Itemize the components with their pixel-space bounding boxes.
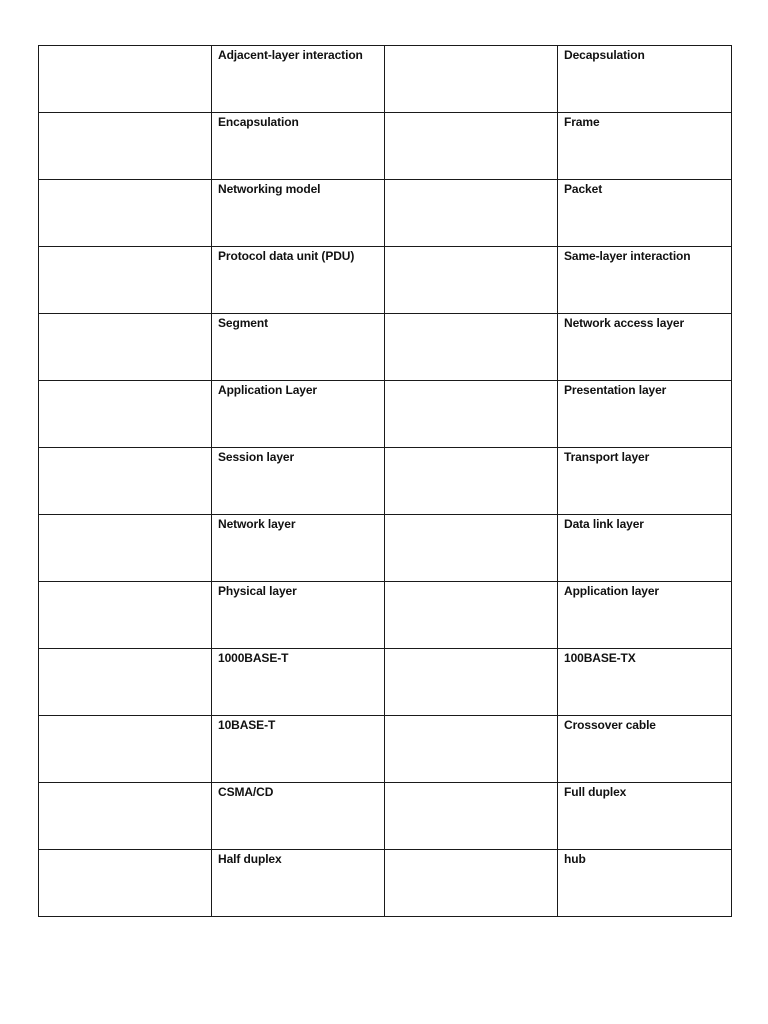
table-row <box>39 582 732 649</box>
term-cell: hub <box>558 850 732 917</box>
term-cell: Segment <box>212 314 385 381</box>
term-cell: Presentation layer <box>558 381 732 448</box>
blank-cell-left <box>39 783 212 850</box>
term-cell: CSMA/CD <box>212 783 385 850</box>
blank-cell-middle <box>385 783 558 850</box>
blank-cell-middle <box>385 180 558 247</box>
blank-cell-left <box>39 113 212 180</box>
terms-table <box>38 45 732 917</box>
term-cell: Half duplex <box>212 850 385 917</box>
blank-cell-middle <box>385 381 558 448</box>
table-row <box>39 783 732 850</box>
blank-cell-middle <box>385 582 558 649</box>
table-row <box>39 649 732 716</box>
blank-cell-left <box>39 850 212 917</box>
term-cell: Decapsulation <box>558 46 732 113</box>
blank-cell-middle <box>385 649 558 716</box>
table-row <box>39 180 732 247</box>
term-cell: Transport layer <box>558 448 732 515</box>
term-cell: Frame <box>558 113 732 180</box>
table-row <box>39 46 732 113</box>
term-cell: Application layer <box>558 582 732 649</box>
blank-cell-middle <box>385 448 558 515</box>
table-row <box>39 113 732 180</box>
term-cell: Protocol data unit (PDU) <box>212 247 385 314</box>
blank-cell-left <box>39 46 212 113</box>
term-cell: 10BASE-T <box>212 716 385 783</box>
term-cell: Networking model <box>212 180 385 247</box>
blank-cell-left <box>39 314 212 381</box>
table-row <box>39 247 732 314</box>
blank-cell-left <box>39 582 212 649</box>
blank-cell-middle <box>385 850 558 917</box>
blank-cell-left <box>39 180 212 247</box>
term-cell: Physical layer <box>212 582 385 649</box>
blank-cell-middle <box>385 46 558 113</box>
term-cell: Session layer <box>212 448 385 515</box>
blank-cell-left <box>39 515 212 582</box>
blank-cell-middle <box>385 314 558 381</box>
blank-cell-middle <box>385 247 558 314</box>
table-row <box>39 716 732 783</box>
table-row <box>39 314 732 381</box>
term-cell: Adjacent-layer interaction <box>212 46 385 113</box>
table-row <box>39 381 732 448</box>
term-cell: Packet <box>558 180 732 247</box>
blank-cell-middle <box>385 515 558 582</box>
table-row <box>39 515 732 582</box>
term-cell: Same-layer interaction <box>558 247 732 314</box>
blank-cell-middle <box>385 113 558 180</box>
term-cell: Crossover cable <box>558 716 732 783</box>
term-cell: Data link layer <box>558 515 732 582</box>
blank-cell-left <box>39 448 212 515</box>
term-cell: Full duplex <box>558 783 732 850</box>
term-cell: Application Layer <box>212 381 385 448</box>
term-cell: 1000BASE-T <box>212 649 385 716</box>
term-cell: 100BASE-TX <box>558 649 732 716</box>
blank-cell-left <box>39 381 212 448</box>
term-cell: Network access layer <box>558 314 732 381</box>
blank-cell-left <box>39 649 212 716</box>
blank-cell-left <box>39 247 212 314</box>
blank-cell-middle <box>385 716 558 783</box>
table-row <box>39 850 732 917</box>
terms-table-body <box>39 46 732 917</box>
term-cell: Network layer <box>212 515 385 582</box>
term-cell: Encapsulation <box>212 113 385 180</box>
table-row <box>39 448 732 515</box>
blank-cell-left <box>39 716 212 783</box>
